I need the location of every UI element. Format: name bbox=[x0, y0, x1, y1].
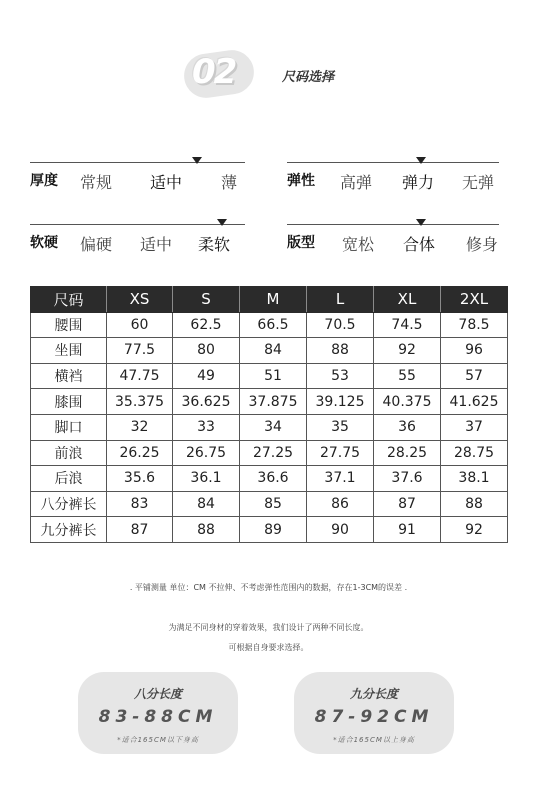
table-cell: 28.75 bbox=[441, 440, 508, 466]
section-title: 尺码选择 bbox=[282, 70, 335, 85]
table-cell: 脚口 bbox=[31, 414, 107, 440]
table-cell: 九分裤长 bbox=[31, 517, 107, 543]
length-card-range: 83-88CM bbox=[98, 707, 218, 727]
table-cell: 84 bbox=[173, 491, 240, 517]
table-cell: 34 bbox=[240, 414, 307, 440]
length-note-1: 为满足不同身材的穿着效果，我们设计了两种不同长度。 bbox=[168, 623, 369, 632]
table-cell: 49 bbox=[173, 363, 240, 389]
table-cell: 横裆 bbox=[31, 363, 107, 389]
size-table bbox=[30, 286, 508, 543]
scale-marker-icon bbox=[416, 219, 426, 226]
table-cell: 86 bbox=[307, 491, 374, 517]
scale-category: 厚度 bbox=[30, 173, 58, 189]
table-cell: 74.5 bbox=[374, 312, 441, 338]
table-cell: 26.75 bbox=[173, 440, 240, 466]
table-cell: 83 bbox=[107, 491, 173, 517]
table-cell: 37.875 bbox=[240, 389, 307, 415]
table-cell: 88 bbox=[441, 491, 508, 517]
table-cell: 51 bbox=[240, 363, 307, 389]
scale-fit bbox=[287, 204, 499, 254]
scale-category: 弹性 bbox=[287, 173, 315, 189]
table-cell: 腰围 bbox=[31, 312, 107, 338]
length-card-title: 八分长度 bbox=[133, 687, 182, 701]
scale-option: 修身 bbox=[466, 235, 499, 254]
length-card-note: *适合165CM以下身高 bbox=[117, 736, 199, 744]
scale-option: 高弹 bbox=[340, 173, 373, 192]
table-cell: 62.5 bbox=[173, 312, 240, 338]
length-card-title: 九分长度 bbox=[349, 687, 398, 701]
scale-category: 版型 bbox=[287, 235, 315, 251]
table-cell: 35.6 bbox=[107, 466, 173, 492]
table-cell: 35.375 bbox=[107, 389, 173, 415]
table-row bbox=[31, 440, 508, 466]
table-row bbox=[31, 491, 508, 517]
table-cell: 36.6 bbox=[240, 466, 307, 492]
table-header-cell: XS bbox=[107, 287, 173, 313]
length-card-range: 87-92CM bbox=[314, 707, 434, 727]
table-cell: 91 bbox=[374, 517, 441, 543]
table-cell: 90 bbox=[307, 517, 374, 543]
table-header-cell: S bbox=[173, 287, 240, 313]
table-cell: 后浪 bbox=[31, 466, 107, 492]
table-cell: 37.6 bbox=[374, 466, 441, 492]
scale-option: 适中 bbox=[140, 235, 173, 254]
table-cell: 膝围 bbox=[31, 389, 107, 415]
scale-marker-icon bbox=[416, 157, 426, 164]
table-row bbox=[31, 312, 508, 338]
table-cell: 39.125 bbox=[307, 389, 374, 415]
table-cell: 33 bbox=[173, 414, 240, 440]
scale-option: 偏硬 bbox=[80, 235, 113, 254]
scale-line bbox=[30, 162, 245, 163]
scale-option-selected: 合体 bbox=[403, 235, 436, 254]
table-header-cell: 尺码 bbox=[31, 287, 107, 313]
table-cell: 36.1 bbox=[173, 466, 240, 492]
table-cell: 37.1 bbox=[307, 466, 374, 492]
table-cell: 35 bbox=[307, 414, 374, 440]
length-note-2: 可根据自身要求选择。 bbox=[228, 643, 309, 652]
scale-marker-icon bbox=[192, 157, 202, 164]
scale-line bbox=[30, 224, 245, 225]
table-header-cell: L bbox=[307, 287, 374, 313]
table-row bbox=[31, 389, 508, 415]
table-cell: 88 bbox=[173, 517, 240, 543]
section-number: 02 bbox=[192, 52, 236, 92]
table-cell: 前浪 bbox=[31, 440, 107, 466]
table-row bbox=[31, 466, 508, 492]
scale-elasticity bbox=[287, 142, 499, 192]
table-cell: 47.75 bbox=[107, 363, 173, 389]
scale-option-selected: 柔软 bbox=[198, 235, 231, 254]
table-cell: 88 bbox=[307, 338, 374, 364]
table-row bbox=[31, 517, 508, 543]
table-cell: 36 bbox=[374, 414, 441, 440]
table-cell: 37 bbox=[441, 414, 508, 440]
length-card-ninth bbox=[294, 672, 454, 754]
scale-line bbox=[287, 224, 499, 225]
table-cell: 坐围 bbox=[31, 338, 107, 364]
table-cell: 77.5 bbox=[107, 338, 173, 364]
table-header-cell: 2XL bbox=[441, 287, 508, 313]
table-cell: 66.5 bbox=[240, 312, 307, 338]
table-cell: 八分裤长 bbox=[31, 491, 107, 517]
scale-marker-icon bbox=[217, 219, 227, 226]
table-row bbox=[31, 338, 508, 364]
scale-option: 无弹 bbox=[462, 173, 495, 192]
table-cell: 87 bbox=[107, 517, 173, 543]
table-cell: 92 bbox=[374, 338, 441, 364]
table-cell: 92 bbox=[441, 517, 508, 543]
table-cell: 78.5 bbox=[441, 312, 508, 338]
table-row bbox=[31, 414, 508, 440]
scale-line bbox=[287, 162, 499, 163]
table-cell: 40.375 bbox=[374, 389, 441, 415]
table-cell: 27.75 bbox=[307, 440, 374, 466]
table-header-cell: XL bbox=[374, 287, 441, 313]
length-card-eighth bbox=[78, 672, 238, 754]
table-cell: 55 bbox=[374, 363, 441, 389]
table-cell: 32 bbox=[107, 414, 173, 440]
scale-option: 薄 bbox=[221, 173, 238, 192]
table-cell: 87 bbox=[374, 491, 441, 517]
table-cell: 70.5 bbox=[307, 312, 374, 338]
scale-option: 宽松 bbox=[342, 235, 375, 254]
table-cell: 36.625 bbox=[173, 389, 240, 415]
table-cell: 38.1 bbox=[441, 466, 508, 492]
scale-softness bbox=[30, 204, 245, 254]
measurement-note: . 平铺测量 单位：CM 不拉伸、不考虑弹性范围内的数据，存在1-3CM的误差 . bbox=[129, 583, 408, 592]
length-card-note: *适合165CM以上身高 bbox=[333, 736, 415, 744]
table-header-cell: M bbox=[240, 287, 307, 313]
table-row bbox=[31, 363, 508, 389]
table-header-row bbox=[31, 287, 508, 313]
table-cell: 96 bbox=[441, 338, 508, 364]
section-number-badge bbox=[178, 44, 260, 100]
table-cell: 84 bbox=[240, 338, 307, 364]
scale-option: 常规 bbox=[80, 173, 113, 192]
table-cell: 41.625 bbox=[441, 389, 508, 415]
table-cell: 80 bbox=[173, 338, 240, 364]
scale-category: 软硬 bbox=[30, 235, 58, 251]
scale-option-selected: 适中 bbox=[150, 173, 183, 192]
table-cell: 28.25 bbox=[374, 440, 441, 466]
table-cell: 26.25 bbox=[107, 440, 173, 466]
table-cell: 89 bbox=[240, 517, 307, 543]
table-cell: 57 bbox=[441, 363, 508, 389]
table-cell: 53 bbox=[307, 363, 374, 389]
table-cell: 60 bbox=[107, 312, 173, 338]
table-cell: 27.25 bbox=[240, 440, 307, 466]
scale-option-selected: 弹力 bbox=[402, 173, 435, 192]
table-cell: 85 bbox=[240, 491, 307, 517]
scale-thickness bbox=[30, 142, 245, 192]
